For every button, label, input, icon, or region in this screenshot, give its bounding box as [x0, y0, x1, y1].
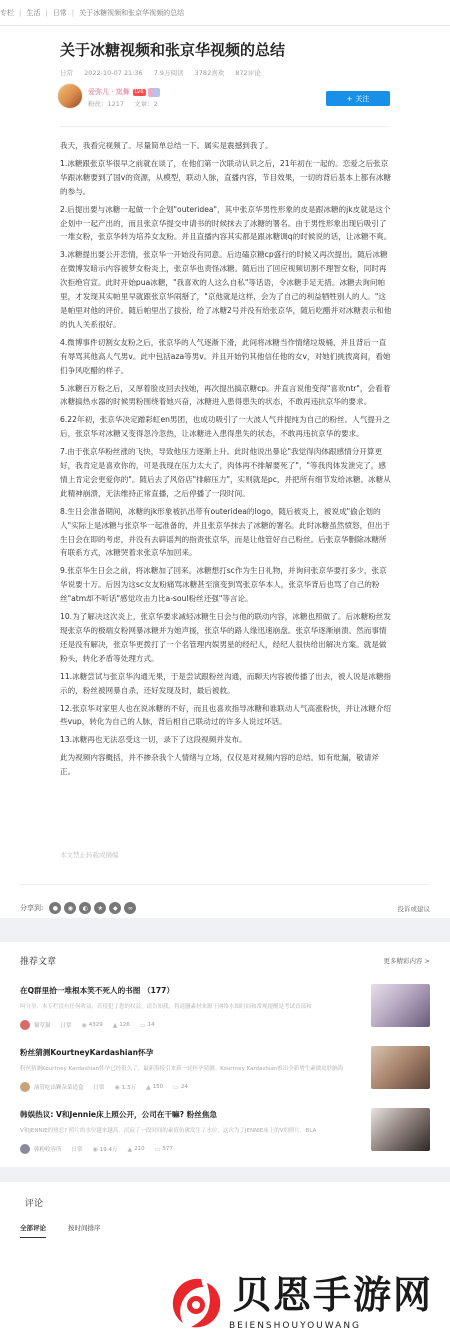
weibo-icon[interactable]: ◉ — [64, 902, 76, 914]
link-icon[interactable]: ∞ — [124, 902, 136, 914]
paragraph: 我天，我看完视频了。尽量简单总结一下。属实是震撼到我了。 — [60, 141, 273, 150]
article-card — [0, 26, 450, 918]
author-articles: 文章：2 — [134, 100, 158, 108]
likes-stat: ▲ 210 — [127, 1145, 145, 1153]
breadcrumb-item-column[interactable]: 专栏 — [0, 8, 14, 17]
breadcrumb-separator: | — [45, 8, 48, 17]
share-icons — [49, 902, 136, 914]
eye-icon: ◉ — [81, 1021, 87, 1029]
comment-icon: ▭ — [173, 1083, 179, 1091]
recommend-item-category: 日常 — [71, 1147, 83, 1153]
paragraph: 3.冰糖提出要公开恋情，张京华一开始没有同意。后边磕京糖cp盛行的时候又再次提出。随后冰糖在微博发暗示内容被梦女粉炎上，张京华也责怪冰糖。随后出了回应视频切割不理智女粉，同时再次拒绝官宣。此时开始pua冰糖，"我喜欢的人这么自私"等话语，令冰糖手足无措。冰糖去询问帕里，才发现其实帕里早就跟张京华闹掰了，"京他就是这样，会为了自己的利益牺牲别人的人。"这是帕里对他的评价。随后帕里出了拔扮，给了冰糖2号并没有给张京华，随后吃醋并对冰糖表示和他的仇人关系很好。 — [60, 250, 392, 329]
recommend-thumbnail[interactable] — [371, 984, 430, 1027]
recommend-item-author[interactable]: 韩粉收容所 — [34, 1147, 62, 1153]
article-content — [60, 139, 393, 783]
recommend-item-title[interactable]: 在Q群里拾一堆根本笑不死人的书图 （177） — [20, 986, 175, 995]
article-date: 2022-10-07 21:36 — [84, 69, 143, 77]
follow-label: 关注 — [355, 94, 370, 103]
thumb-icon: ▲ — [146, 1083, 151, 1091]
paragraph: 2.后提出要与冰糖一起做一个企划"outeridea"，其中张京华男性形象的皮是跟冰糖的jk皮就是这个企划中一起产出的，而且张京华提交申请书的时候抹去了冰糖的署名。由于男性形象出现后吸引了一堆女粉，张京华转为培养女友粉。并且直播内容其实都是跟冰糖调q的时候说的话，让冰糖不爽。 — [60, 204, 392, 242]
breadcrumb-item-daily[interactable]: 日常 — [52, 8, 67, 17]
paragraph: 8.生日会准备期间，冰糖的jk形象被扒出带有outeridea的logo，随后被炎上，被说成"偷企划的人"实际上是冰糖与张京华一起准备的，并且张京华抹去了冰糖的署名。此时冰糖虽然愤怒，但出于生日会在即的考虑，并没有去辟谣判的指责张京华，而是让他管好自己粉丝。后张京华删除冰糖所有联系方式，冰糖哭着求张京华加回来。 — [60, 506, 391, 558]
author-avatar — [20, 1082, 30, 1092]
recommend-item-author[interactable]: 演管吃出颗杂菜适盒 — [34, 1085, 84, 1091]
author-avatar[interactable] — [57, 83, 83, 109]
thumb-icon: ▲ — [127, 1145, 133, 1153]
recommend-item-meta — [20, 1082, 198, 1092]
recommend-item-category: 日常 — [93, 1085, 105, 1091]
paragraph: 6.22年初，张京华决定蹭彩虹en男团，也成功吸引了一大波人气并提纯为自己的粉丝。人气提升之后，张京华对冰糖又变得忽冷忽热，让冰糖进入患得患失的状态，不敢再违抗京华的要求。 — [60, 415, 391, 439]
recommend-item-meta — [20, 1020, 165, 1030]
paragraph: 9.张京华生日会之前，将冰糖加了回来。冰糖想打sc作为生日礼物，并询问张京华要打多少，张京华说要十万。后因为这sc女友粉痛骂冰糖甚至演变到骂张京华本人，张京华背后也骂了自己的粉丝"atm却不听话"感觉攻击力比a-soul粉丝还强"等言论。 — [60, 566, 387, 604]
recommend-thumbnail[interactable] — [371, 1108, 430, 1151]
recommend-item-title[interactable]: 粉丝猜测KourtneyKardashian怀孕 — [20, 1048, 154, 1057]
recommend-item-desc: 叫分享、本专栏没有任何收益，若侵犯了您的权益，请告知我，将退删素材来源于网络水图时间和常规提醒是考试首部和 — [20, 1004, 312, 1010]
recommend-item[interactable] — [20, 1047, 430, 1105]
paragraph: 4.微博事件切割女友粉之后，张京华的人气逐渐下滑，此间将冰糖当作情绪垃圾桶，并且背后一直有辱骂其他高人气男v。此中包括aza等男v。并且开始钓其他信任他的女v，对她们挑拨离间，看她们争风吃醋的样子。 — [60, 337, 391, 375]
paragraph: 1.冰糖跟张京华很早之前就在谈了，在他们第一次联动认识之后，21年初在一起的。恋爱之后张京华跟冰糖要到了国v的资源，从模型，联动人脉，直播内容，节目效果，一切的背后基本上都有冰糖的参与。 — [60, 158, 392, 196]
comments-stat: ▭ 577 — [154, 1145, 173, 1153]
recommend-item-author[interactable]: 猫草猫 — [34, 1023, 51, 1029]
recommend-card — [0, 942, 450, 1167]
breadcrumb-item-current: 关于冰糖视频和张京华视频的总结 — [79, 8, 185, 17]
report-link[interactable]: 投诉或建议 — [397, 904, 430, 913]
recommend-item[interactable] — [20, 985, 430, 1043]
qzone-icon[interactable]: ★ — [94, 902, 106, 914]
author-stats — [88, 99, 166, 108]
author-name[interactable]: 爱弥儿 · 岚舞 — [88, 88, 130, 96]
medal-icon — [148, 88, 160, 97]
article-meta — [60, 68, 270, 77]
paragraph: 5.冰糖百万粉之后，又厚着脸皮回去找她，再次提出搞京糖cp。并直言说他变得"喜欢ntr"，会看着冰糖搞热水器的时候男粉围绕着她兴奋，冰糖进入患得患失的状态，不敢再违抗京华的要求。 — [60, 383, 391, 407]
comment-icon: ▭ — [139, 1021, 146, 1029]
eye-icon: ◉ — [92, 1145, 98, 1153]
article-comments: 872评论 — [235, 69, 261, 77]
breadcrumb-separator: | — [71, 8, 75, 17]
breadcrumb-separator: | — [19, 8, 22, 17]
plus-icon: + — [346, 94, 353, 103]
article-category[interactable]: 日常 — [60, 69, 73, 77]
likes-stat: ▲ 150 — [146, 1083, 164, 1091]
paragraph: 13.冰糖再也无法忍受这一切，录下了这段视频并发布。 — [60, 735, 247, 745]
paragraph: 11.冰糖尝试与张京华沟通无果，于是尝试跟粉丝沟通，而聊天内容被传播了出去，被人说是冰糖指示的，粉丝被网暴自杀，还好发现及时，最后被救。 — [60, 671, 392, 695]
qq-icon[interactable]: ◐ — [79, 902, 91, 914]
paragraph: 此为视频内容概括，并不掺杂我个人情绪与立场，仅仅是对视频内容的总结。如有纰漏，敬请斧正。 — [60, 753, 379, 777]
recommend-item-desc: V和JENNIE的热恋? 照片的水位越来越高。沉寂了一段时间的素值仿佛发生了水位，这次为了JENNIE床上的V的照片，BLA — [20, 1128, 317, 1134]
likes-stat: ▲ 126 — [112, 1021, 130, 1029]
comment-tabs — [20, 1223, 101, 1238]
author-name-row — [88, 87, 160, 97]
level-badge: LV6 — [134, 88, 144, 95]
article-likes: 3782喜欢 — [194, 69, 225, 77]
share-row — [20, 900, 430, 916]
recommend-item-desc: 粉丝猜测Kourtney Kardashian怀孕已经很久了，最新海报引来新一轮怀孕猜测。Kourtney Kardashian推出全新增生素做皮肤脑海 — [20, 1066, 344, 1072]
recommend-item-category: 日常 — [60, 1023, 72, 1029]
tieba-icon[interactable]: ◆ — [109, 902, 121, 914]
share-label: 分享到: — [20, 904, 44, 912]
article-views: 7.9万阅读 — [153, 69, 184, 77]
author-avatar — [20, 1144, 30, 1154]
divider — [20, 884, 430, 885]
views-stat: ◉ 19.4万 — [92, 1145, 118, 1153]
author-fans: 粉丝：1217 — [88, 100, 125, 108]
recommend-item-title[interactable]: 韩娱热议: V和Jennie床上照公开，公司在干嘛? 粉丝焦急 — [20, 1110, 218, 1119]
watermark-logo — [163, 1268, 450, 1342]
views-stat: ◉ 1.3万 — [114, 1083, 137, 1091]
divider — [60, 126, 390, 127]
more-link[interactable]: 更多精彩内容 > — [383, 957, 430, 965]
recommend-header — [20, 954, 430, 967]
comments-stat: ▭ 24 — [173, 1083, 188, 1091]
comments-stat: ▭ 14 — [139, 1021, 155, 1029]
recommend-thumbnail[interactable] — [371, 1046, 430, 1089]
recommend-title: 推荐文章 — [20, 957, 57, 967]
author-avatar — [20, 1020, 30, 1030]
reprint-note: 本文禁止转载或摘编 — [60, 851, 119, 859]
paragraph: 10.为了解决这次炎上，张京华要求减轻冰糖生日会与他的联动内容，冰糖也照做了。后冰糖粉丝发现张京华的极端女粉网暴冰糖并为她声援，张京华的路人缘迅速崩盘。张京华逐渐崩溃。然而事情还是没有解决，张京华更拨打了一个名管理内娱男星的经纪人，经纪人很快给出解决方案。就是做粉头，转化矛盾等处理方式。 — [60, 612, 392, 663]
tab-all-comments[interactable]: 全部评论 — [20, 1223, 46, 1238]
breadcrumb-item-life[interactable]: 生活 — [26, 8, 41, 17]
article-title: 关于冰糖视频和张京华视频的总结 — [60, 41, 286, 59]
watermark-subtitle: BEIENSHOUYOUWANG — [229, 1321, 362, 1331]
recommend-item[interactable] — [20, 1109, 430, 1167]
watermark-title: 贝恩手游网 — [233, 1272, 434, 1317]
paragraph: 7.由于张京华粉丝涨的飞快，导致他压力逐渐上升。此时他说出暴论"我觉得肉体跟感情分开算更好，我肯定是喜欢你的，可是我现在压力太大了，肉体再不排解要死了"，"等我肉体发泄完了，感情上肯定会更爱你的"。随后去了风俗店"排解压力"，实则就是pc，并把所有细节发给冰糖。冰糖从此精神崩溃，无法维持正常直播，之后停播了一段时间。 — [60, 447, 391, 498]
breadcrumb — [0, 0, 450, 26]
tab-sort-by-time[interactable]: 按时间排序 — [68, 1224, 101, 1232]
follow-button[interactable] — [326, 91, 390, 106]
views-stat: ◉ 4329 — [81, 1021, 103, 1029]
recommend-item-meta — [20, 1144, 183, 1154]
comments-title: 评论 — [25, 1199, 44, 1209]
logo-mark-icon — [167, 1273, 225, 1333]
eye-icon: ◉ — [114, 1083, 120, 1091]
paragraph: 12.张京华对家里人也在说冰糖的不好，而且也喜欢指导冰糖和谁联动人气高涨粉快，并让冰糖介绍些vup，转化为自己的人脉，背后相自己联动过的许多人说过坏话。 — [60, 703, 392, 727]
thumb-icon: ▲ — [112, 1021, 118, 1029]
comment-icon: ▭ — [154, 1145, 161, 1153]
wechat-icon[interactable]: ● — [49, 902, 61, 914]
